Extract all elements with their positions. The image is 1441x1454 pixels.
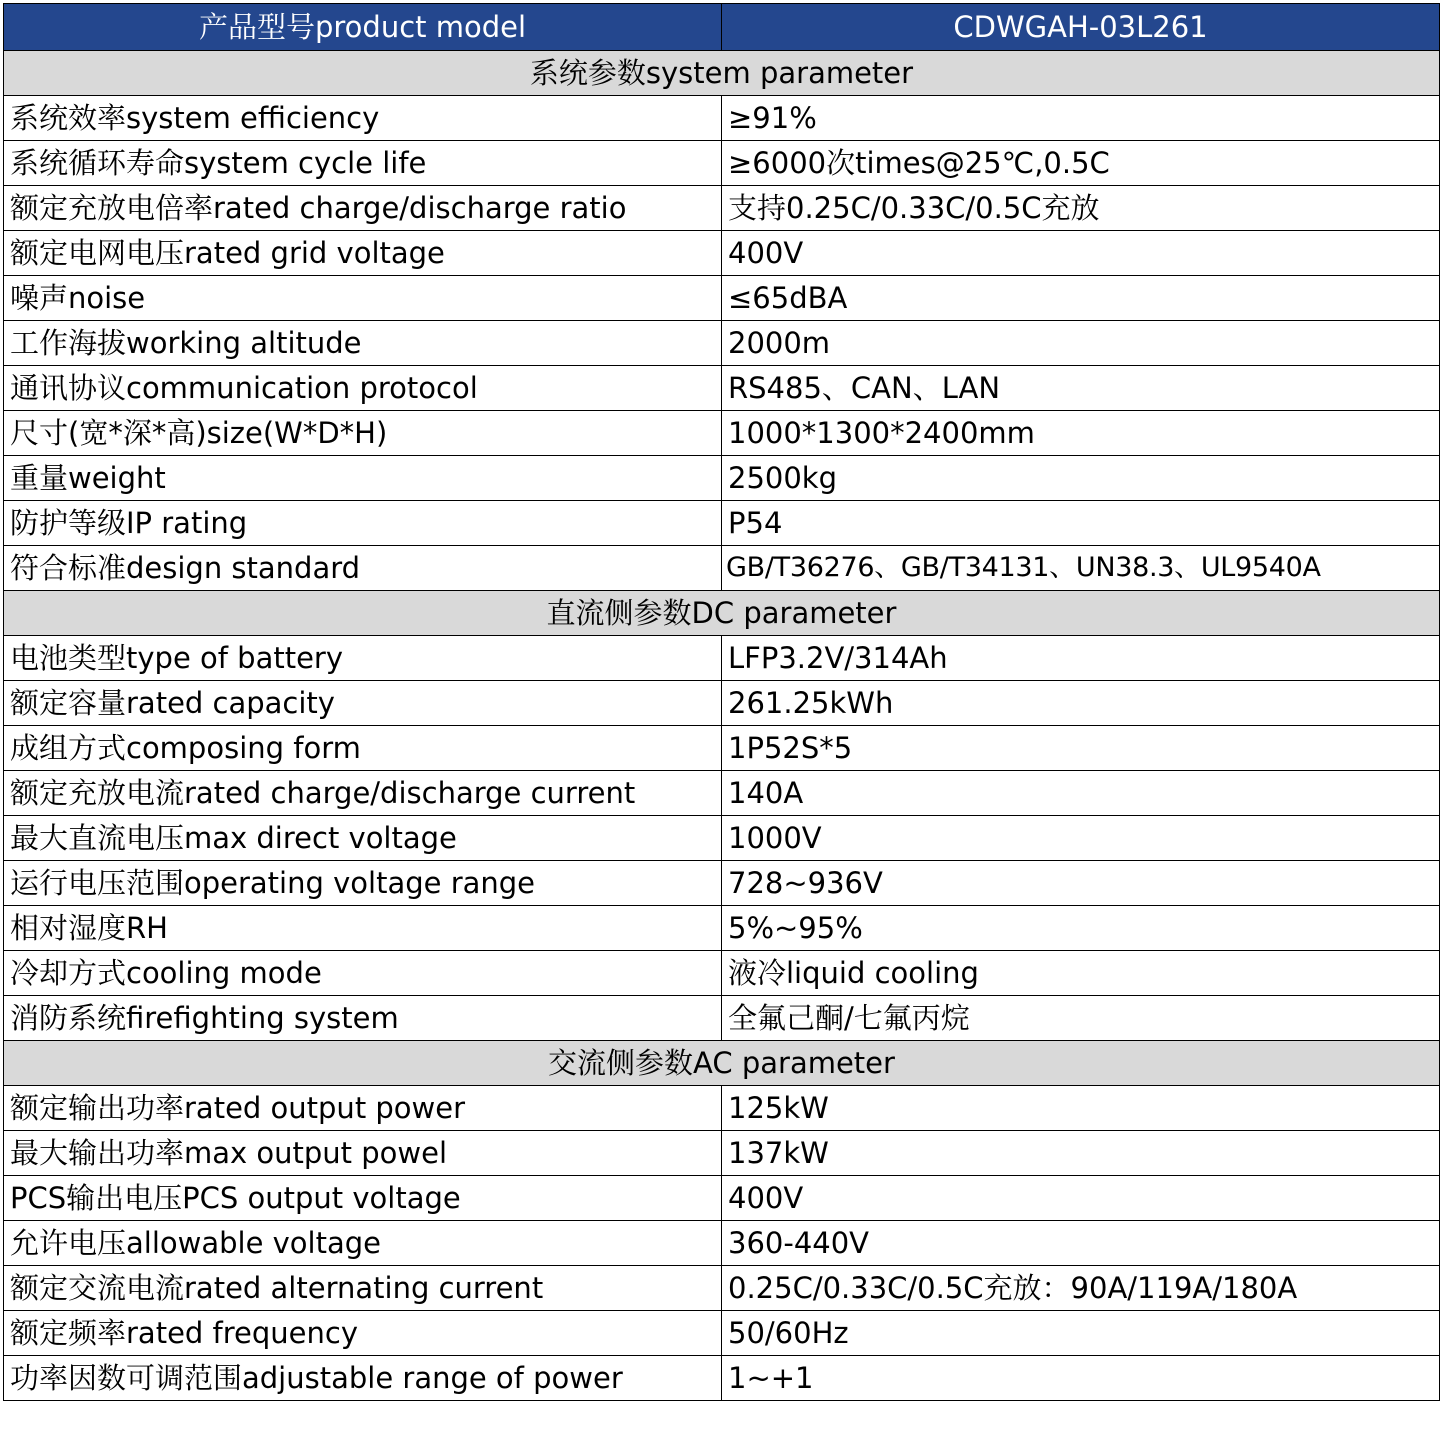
header-row	[4, 4, 1440, 51]
param-value: RS485、CAN、LAN	[722, 366, 1440, 411]
param-value: 400V	[722, 1176, 1440, 1221]
table-row	[4, 996, 1440, 1041]
param-label: 尺寸(宽*深*高)size(W*D*H)	[4, 411, 722, 456]
param-label: 符合标准design standard	[4, 546, 722, 591]
param-value: 全氟己酮/七氟丙烷	[722, 996, 1440, 1041]
param-label: 冷却方式cooling mode	[4, 951, 722, 996]
param-label: 噪声noise	[4, 276, 722, 321]
param-value: LFP3.2V/314Ah	[722, 636, 1440, 681]
param-label: 重量weight	[4, 456, 722, 501]
param-value: 1P52S*5	[722, 726, 1440, 771]
spec-table-body	[4, 4, 1440, 1401]
header-model-label: 产品型号product model	[4, 4, 722, 51]
param-label: 运行电压范围operating voltage range	[4, 861, 722, 906]
table-row	[4, 1356, 1440, 1401]
param-value: P54	[722, 501, 1440, 546]
param-value: 0.25C/0.33C/0.5C充放：90A/119A/180A	[722, 1266, 1440, 1311]
param-value: 2500kg	[722, 456, 1440, 501]
param-value: 1~+1	[722, 1356, 1440, 1401]
param-label: 系统循环寿命system cycle life	[4, 141, 722, 186]
param-value: 140A	[722, 771, 1440, 816]
table-row	[4, 636, 1440, 681]
param-label: 额定充放电流rated charge/discharge current	[4, 771, 722, 816]
table-row	[4, 141, 1440, 186]
table-row	[4, 186, 1440, 231]
section-title: 直流侧参数DC parameter	[4, 591, 1440, 636]
param-value: 液冷liquid cooling	[722, 951, 1440, 996]
table-row	[4, 456, 1440, 501]
table-row	[4, 1221, 1440, 1266]
section-row-dc	[4, 591, 1440, 636]
param-value: 125kW	[722, 1086, 1440, 1131]
param-value: 支持0.25C/0.33C/0.5C充放	[722, 186, 1440, 231]
table-row	[4, 1086, 1440, 1131]
param-label: 额定交流电流rated alternating current	[4, 1266, 722, 1311]
param-label: 相对湿度RH	[4, 906, 722, 951]
table-row	[4, 1266, 1440, 1311]
param-label: PCS输出电压PCS output voltage	[4, 1176, 722, 1221]
section-row-ac	[4, 1041, 1440, 1086]
param-label: 额定充放电倍率rated charge/discharge ratio	[4, 186, 722, 231]
param-label: 最大输出功率max output powel	[4, 1131, 722, 1176]
param-label: 工作海拔working altitude	[4, 321, 722, 366]
table-row	[4, 1131, 1440, 1176]
table-row	[4, 816, 1440, 861]
param-label: 允许电压allowable voltage	[4, 1221, 722, 1266]
table-row	[4, 681, 1440, 726]
param-label: 通讯协议communication protocol	[4, 366, 722, 411]
param-label: 电池类型type of battery	[4, 636, 722, 681]
table-row	[4, 231, 1440, 276]
param-label: 成组方式composing form	[4, 726, 722, 771]
param-label: 防护等级IP rating	[4, 501, 722, 546]
table-row	[4, 1311, 1440, 1356]
header-model-value: CDWGAH-03L261	[722, 4, 1440, 51]
table-row	[4, 861, 1440, 906]
table-row	[4, 321, 1440, 366]
param-value: 400V	[722, 231, 1440, 276]
param-value: ≤65dBA	[722, 276, 1440, 321]
param-label: 额定容量rated capacity	[4, 681, 722, 726]
section-title: 交流侧参数AC parameter	[4, 1041, 1440, 1086]
param-value: 261.25kWh	[722, 681, 1440, 726]
param-value: 1000V	[722, 816, 1440, 861]
param-label: 额定电网电压rated grid voltage	[4, 231, 722, 276]
table-row	[4, 411, 1440, 456]
param-value: ≥6000次times@25℃,0.5C	[722, 141, 1440, 186]
table-row	[4, 276, 1440, 321]
table-row	[4, 771, 1440, 816]
spec-table	[3, 3, 1440, 1401]
table-row	[4, 726, 1440, 771]
param-value: 50/60Hz	[722, 1311, 1440, 1356]
param-value: 137kW	[722, 1131, 1440, 1176]
param-value: 360-440V	[722, 1221, 1440, 1266]
param-label: 系统效率system efficiency	[4, 96, 722, 141]
param-value: ≥91%	[722, 96, 1440, 141]
param-value: 728~936V	[722, 861, 1440, 906]
param-value: 2000m	[722, 321, 1440, 366]
param-label: 额定频率rated frequency	[4, 1311, 722, 1356]
param-label: 消防系统firefighting system	[4, 996, 722, 1041]
table-row	[4, 906, 1440, 951]
param-label: 额定输出功率rated output power	[4, 1086, 722, 1131]
table-row	[4, 951, 1440, 996]
table-row	[4, 1176, 1440, 1221]
param-value: GB/T36276、GB/T34131、UN38.3、UL9540A	[722, 546, 1440, 591]
param-value: 1000*1300*2400mm	[722, 411, 1440, 456]
table-row	[4, 366, 1440, 411]
param-value: 5%~95%	[722, 906, 1440, 951]
param-label: 最大直流电压max direct voltage	[4, 816, 722, 861]
section-title: 系统参数system parameter	[4, 51, 1440, 96]
table-row	[4, 501, 1440, 546]
table-row	[4, 96, 1440, 141]
table-row	[4, 546, 1440, 591]
section-row-system	[4, 51, 1440, 96]
param-label: 功率因数可调范围adjustable range of power	[4, 1356, 722, 1401]
